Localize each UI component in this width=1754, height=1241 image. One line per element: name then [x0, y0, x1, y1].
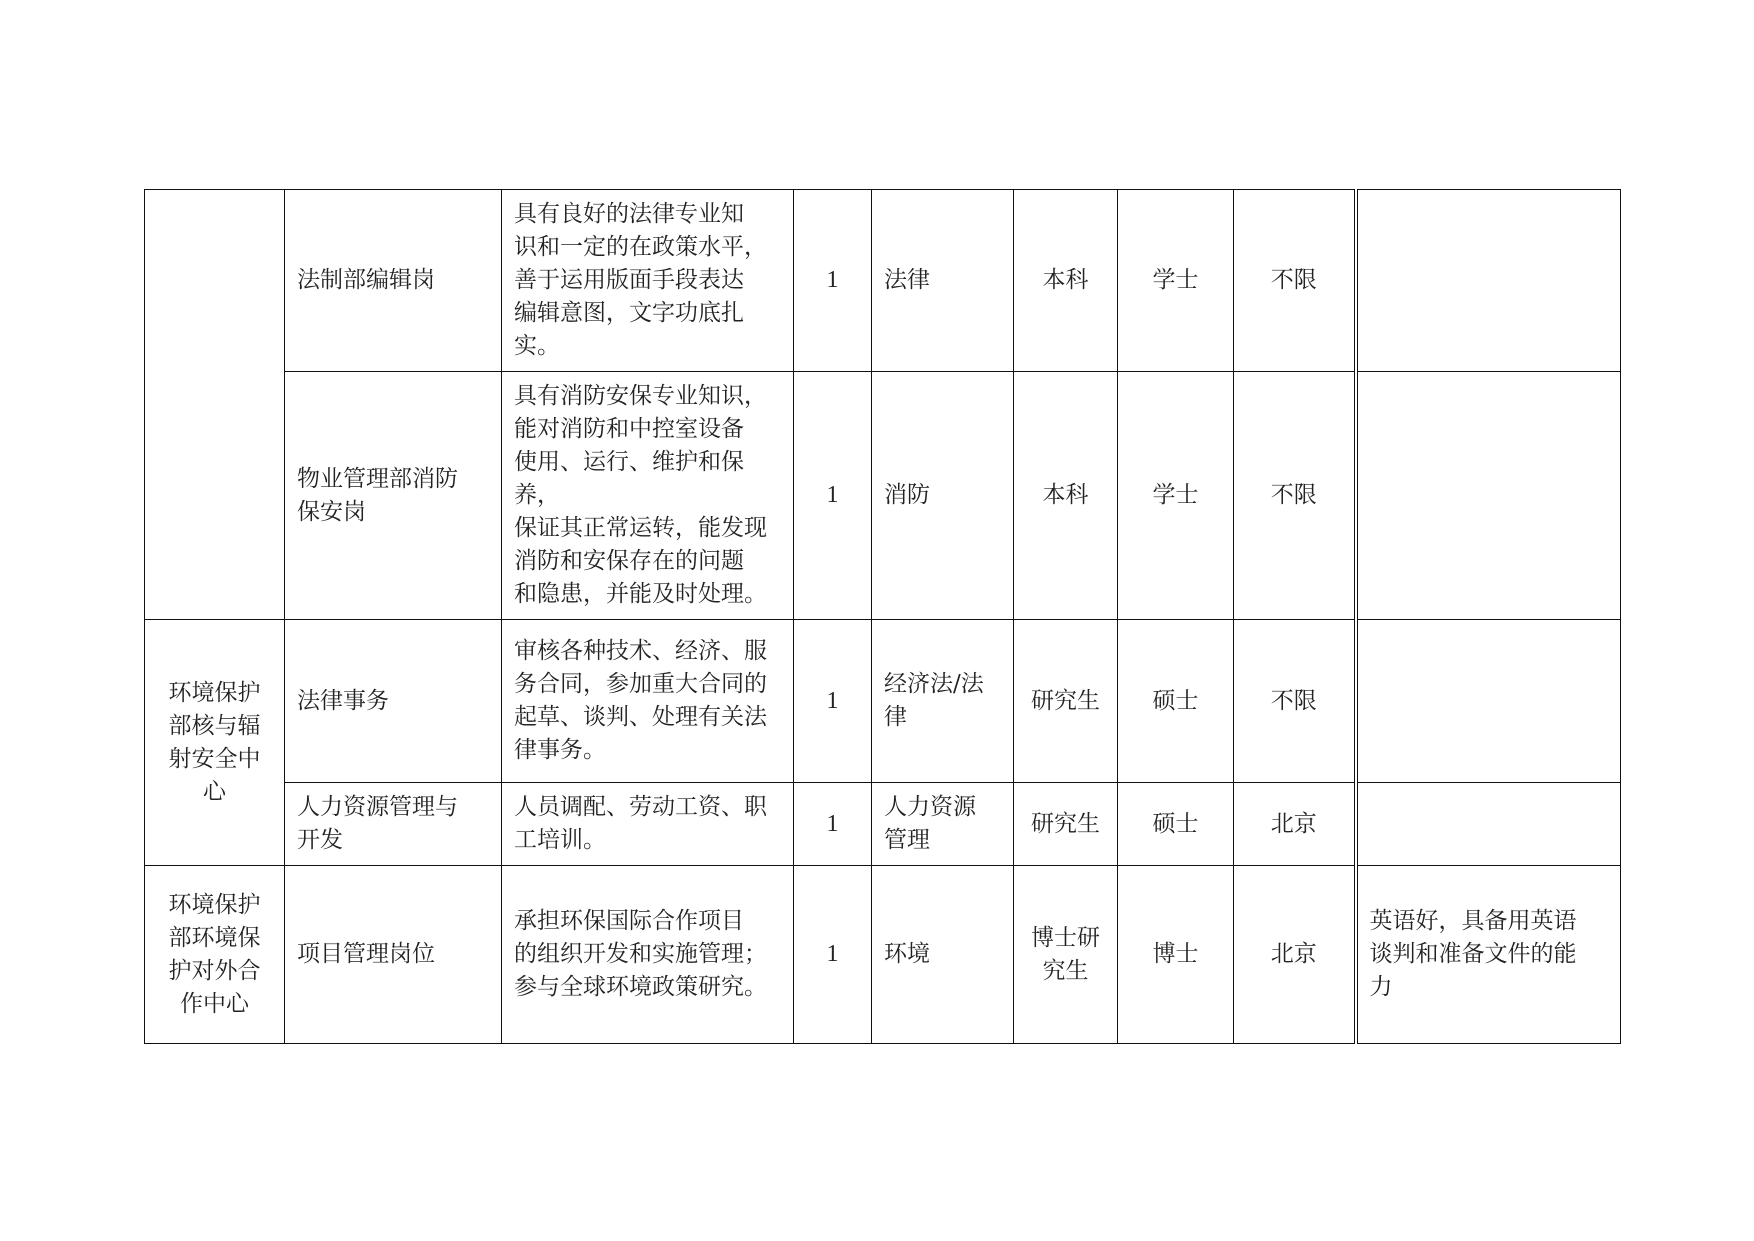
- position-cell: 物业管理部消防 保安岗: [285, 372, 502, 620]
- position-cell: 项目管理岗位: [285, 866, 502, 1044]
- position-cell: 法制部编辑岗: [285, 190, 502, 372]
- table-row: [145, 866, 1621, 1044]
- position-cell: 法律事务: [285, 620, 502, 783]
- location-cell: 北京: [1234, 866, 1356, 1044]
- degree-cell: 学士: [1118, 372, 1234, 620]
- recruitment-table: [144, 189, 1621, 1044]
- table-row: [145, 372, 1621, 620]
- requirements-cell: 人员调配、劳动工资、职 工培训。: [502, 783, 794, 866]
- table-row: [145, 190, 1621, 372]
- degree-cell: 学士: [1118, 190, 1234, 372]
- count-cell: 1: [794, 190, 872, 372]
- degree-cell: 硕士: [1118, 783, 1234, 866]
- education-cell: 研究生: [1014, 620, 1118, 783]
- location-cell: 北京: [1234, 783, 1356, 866]
- location-cell: 不限: [1234, 372, 1356, 620]
- unit-cell: 环境保护 部环境保 护对外合 作中心: [145, 866, 285, 1044]
- table-row: [145, 620, 1621, 783]
- degree-cell: 硕士: [1118, 620, 1234, 783]
- major-cell: 人力资源 管理: [872, 783, 1014, 866]
- count-cell: 1: [794, 372, 872, 620]
- remarks-cell: 英语好，具备用英语 谈判和准备文件的能 力: [1356, 866, 1621, 1044]
- position-cell: 人力资源管理与 开发: [285, 783, 502, 866]
- requirements-cell: 具有良好的法律专业知 识和一定的在政策水平， 善于运用版面手段表达 编辑意图，文字功底扎实。: [502, 190, 794, 372]
- requirements-cell: 具有消防安保专业知识， 能对消防和中控室设备 使用、运行、维护和保养， 保证其正常运转，能发现 消防和安保存在的问题 和隐患，并能及时处理。: [502, 372, 794, 620]
- major-cell: 经济法/法 律: [872, 620, 1014, 783]
- major-cell: 环境: [872, 866, 1014, 1044]
- major-cell: 消防: [872, 372, 1014, 620]
- remarks-cell: [1356, 372, 1621, 620]
- count-cell: 1: [794, 620, 872, 783]
- count-cell: 1: [794, 866, 872, 1044]
- remarks-cell: [1356, 190, 1621, 372]
- remarks-cell: [1356, 783, 1621, 866]
- degree-cell: 博士: [1118, 866, 1234, 1044]
- table-row: [145, 783, 1621, 866]
- location-cell: 不限: [1234, 190, 1356, 372]
- education-cell: 博士研 究生: [1014, 866, 1118, 1044]
- unit-cell-empty: [145, 190, 285, 620]
- education-cell: 本科: [1014, 190, 1118, 372]
- count-cell: 1: [794, 783, 872, 866]
- unit-cell: 环境保护 部核与辐 射安全中 心: [145, 620, 285, 866]
- location-cell: 不限: [1234, 620, 1356, 783]
- education-cell: 研究生: [1014, 783, 1118, 866]
- major-cell: 法律: [872, 190, 1014, 372]
- education-cell: 本科: [1014, 372, 1118, 620]
- requirements-cell: 审核各种技术、经济、服 务合同，参加重大合同的 起草、谈判、处理有关法 律事务。: [502, 620, 794, 783]
- requirements-cell: 承担环保国际合作项目 的组织开发和实施管理； 参与全球环境政策研究。: [502, 866, 794, 1044]
- remarks-cell: [1356, 620, 1621, 783]
